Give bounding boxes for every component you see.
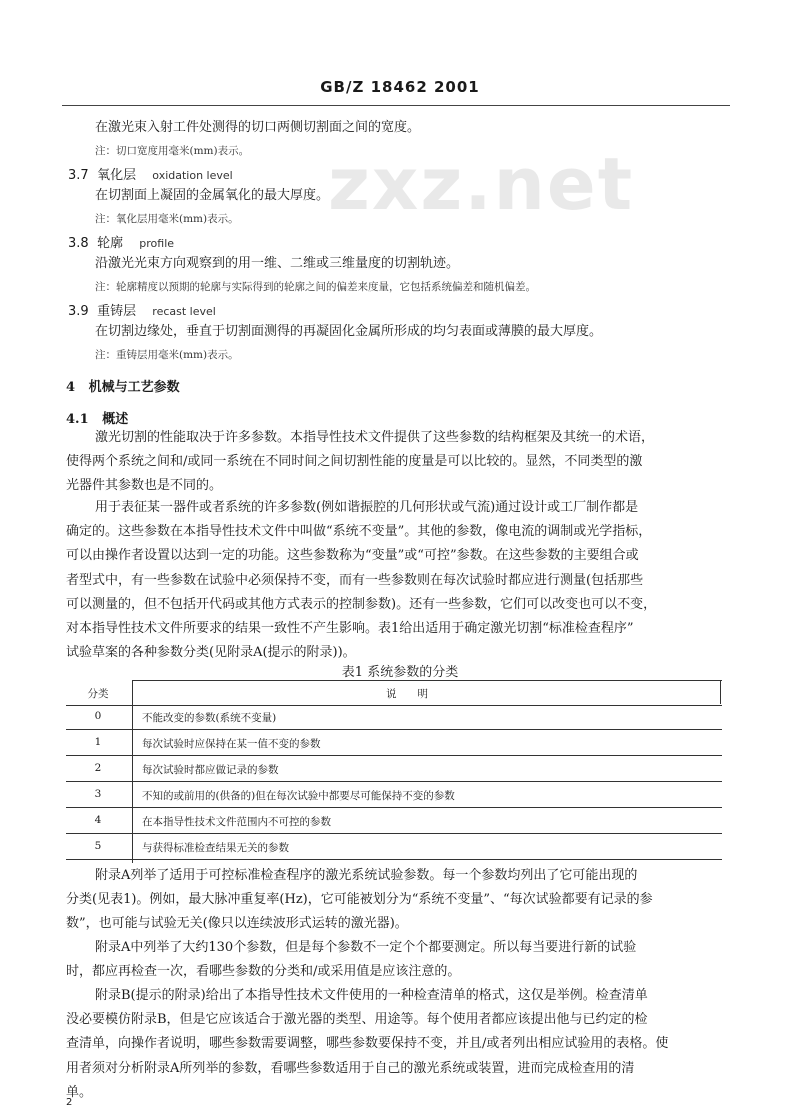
table-cell-description: 不能改变的参数(系统不变量) <box>142 712 277 724</box>
paragraph-4 <box>66 936 637 984</box>
table-cell-description: 每次试验时应保持在某一值不变的参数 <box>142 738 321 750</box>
table-row <box>66 758 722 782</box>
section-number: 3.7 <box>68 168 89 183</box>
table-row <box>66 784 722 808</box>
section-3-7-heading <box>68 164 233 183</box>
section-title-english: profile <box>139 237 175 250</box>
section-title-english: oxidation level <box>152 169 233 182</box>
table-header-row <box>66 682 722 706</box>
table-row <box>66 836 722 860</box>
table-header-category: 分类 <box>87 688 109 700</box>
section-title: 轮廓 <box>97 236 124 251</box>
definition-line: 在激光束入射工件处测得的切口两侧切割面之间的宽度。 <box>95 120 421 135</box>
paragraph-line: 对本指导性技术文件所要求的结果一致性不产生影响。表1给出适用于确定激光切割“标准检查程序” <box>66 621 634 637</box>
table-1-title: 表1 系统参数的分类 <box>341 665 459 680</box>
paragraph-line: 没必要模仿附录B，但是它应该适合于激光器的类型、用途等。每个使用者都应该提出他与已约定的检 <box>66 1012 648 1028</box>
section-title-english: recast level <box>152 305 216 318</box>
table-row <box>66 810 722 834</box>
section-3-8-note: 注：轮廓精度以预期的轮廓与实际得到的轮廓之间的偏差来度量，它包括系统偏差和随机偏差。 <box>95 281 536 293</box>
table-cell-description: 与获得标准检查结果无关的参数 <box>142 842 289 854</box>
section-3-9-heading <box>68 300 216 319</box>
paragraph-line: 可以由操作者设置以达到一定的功能。这些参数称为“变量”或“可控”参数。在这些参数的主要组合或 <box>66 548 639 564</box>
paragraph-1 <box>66 426 655 499</box>
page-number: 2 <box>66 1097 73 1108</box>
paragraph-5 <box>66 984 669 1105</box>
paragraph-line: 分类(见表1)。例如，最大脉冲重复率(Hz)，它可能被划分为“系统不变量”、“每次试验都要有记录的参 <box>66 892 653 908</box>
table-cell-description: 不知的或前用的(供备的)但在每次试验中都要尽可能保持不变的参数 <box>142 790 455 802</box>
paragraph-line: 可以测量的，但不包括开代码或其他方式表示的控制参数)。还有一些参数，它们可以改变也可以不变， <box>66 596 657 612</box>
table-row <box>66 732 722 756</box>
paragraph-line: 者型式中，有一些参数在试验中必须保持不变，而有一些参数则在每次试验时都应进行测量(包括那些 <box>66 572 644 588</box>
paragraph-3 <box>66 864 653 937</box>
section-3-7-body: 在切割面上凝固的金属氧化的最大厚度。 <box>95 188 330 203</box>
section-number: 4.1 <box>66 412 89 427</box>
paragraph-line: 激光切割的性能取决于许多参数。本指导性技术文件提供了这些参数的结构框架及其统一的术语， <box>95 430 655 445</box>
section-title: 氧化层 <box>97 168 137 183</box>
paragraph-line: 附录A列举了适用于可控标准检查程序的激光系统试验参数。每一个参数均列出了它可能出现的 <box>95 868 638 883</box>
section-number: 3.9 <box>68 304 89 319</box>
section-3-9-body: 在切割边缘处，垂直于切割面测得的再凝固化金属所形成的均匀表面或薄膜的最大厚度。 <box>95 324 603 339</box>
table-cell-description: 每次试验时都应做记录的参数 <box>142 764 279 776</box>
table-cell-category: 2 <box>94 762 102 774</box>
chapter-title: 机械与工艺参数 <box>88 380 180 395</box>
watermark: zxz.net <box>328 142 635 226</box>
section-3-9-note: 注：重铸层用毫米(mm)表示。 <box>95 349 239 361</box>
paragraph-line: 试验草案的各种参数分类(见附录A(提示的附录))。 <box>66 645 356 661</box>
table-cell-category: 5 <box>94 840 102 852</box>
paragraph-line: 确定的。这些参数在本指导性技术文件中叫做“系统不变量”。其他的参数，像电流的调制或光学指标， <box>66 524 652 540</box>
page-header-standard-code: GB/Z 18462 2001 <box>320 78 480 96</box>
table-header-description: 说 明 <box>386 688 428 700</box>
paragraph-2 <box>66 496 657 665</box>
table-cell-category: 3 <box>94 788 102 800</box>
section-4-1-heading <box>66 408 128 427</box>
definition-note: 注：切口宽度用毫米(mm)表示。 <box>95 145 250 157</box>
section-3-7-note: 注：氧化层用毫米(mm)表示。 <box>95 213 239 225</box>
section-title: 重铸层 <box>97 304 137 319</box>
table-cell-category: 0 <box>94 710 102 722</box>
chapter-number: 4 <box>66 380 76 395</box>
paragraph-line: 时，都应再检查一次，看哪些参数的分类和/或采用值是应该注意的。 <box>66 964 461 980</box>
paragraph-line: 光器件其参数也是不同的。 <box>66 478 223 494</box>
table-cell-category: 1 <box>94 736 102 748</box>
paragraph-line: 附录B(提示的附录)给出了本指导性技术文件使用的一种检查清单的格式，这仅是举例。检查清单 <box>95 988 648 1003</box>
paragraph-line: 附录A中列举了大约130个参数，但是每个参数不一定个个都要测定。所以每当要进行新的试验 <box>95 940 637 955</box>
section-3-8-body: 沿激光光束方向观察到的用一维、二维或三维量度的切割轨迹。 <box>95 256 460 271</box>
table-row <box>66 706 722 730</box>
paragraph-line: 用者须对分析附录A所列举的参数，看哪些参数适用于自己的激光系统或装置，进而完成检查用的清 <box>66 1060 635 1076</box>
table-top-rule <box>132 680 722 681</box>
paragraph-line: 单。 <box>66 1084 93 1100</box>
section-number: 3.8 <box>68 236 89 251</box>
section-3-8-heading <box>68 232 174 251</box>
section-title: 概述 <box>102 412 129 427</box>
table-cell-category: 4 <box>94 814 102 826</box>
table-cell-description: 在本指导性技术文件范围内不可控的参数 <box>142 816 331 828</box>
chapter-4-heading <box>66 376 180 395</box>
paragraph-line: 用于表征某一器件或者系统的许多参数(例如谐振腔的几何形状或气流)通过设计或工厂制作都是 <box>95 500 639 515</box>
paragraph-line: 查清单，向操作者说明，哪些参数需要调整，哪些参数要保持不变，并且/或者列出相应试验用的表格。使 <box>66 1036 669 1052</box>
paragraph-line: 数”，也可能与试验无关(像只以连续波形式运转的激光器)。 <box>66 916 408 932</box>
paragraph-line: 使得两个系统之间和/或同一系统在不同时间之间切割性能的度量是可以比较的。显然，不同类型的激 <box>66 454 643 470</box>
header-rule <box>62 105 730 106</box>
